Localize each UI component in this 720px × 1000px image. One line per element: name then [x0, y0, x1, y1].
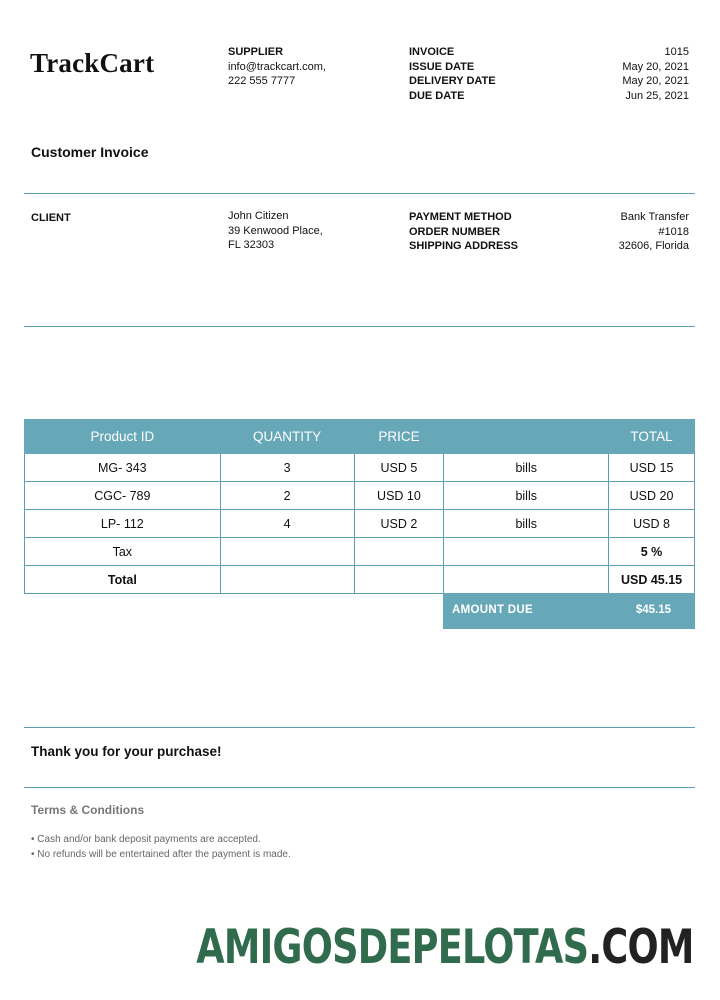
brand-logo: TrackCart	[30, 48, 155, 78]
cell-note: bills	[444, 510, 609, 538]
tax-cell-empty	[444, 538, 609, 566]
tax-cell-empty	[220, 538, 354, 566]
payment-labels	[409, 210, 518, 254]
cell-total: USD 15	[609, 454, 695, 482]
invoice-labels	[409, 45, 496, 103]
tax-label: Tax	[25, 538, 221, 566]
watermark-name: AMIGOSDEPELOTAS	[196, 920, 589, 975]
total-row	[25, 566, 695, 594]
cell-price: USD 2	[354, 510, 444, 538]
supplier-block	[228, 45, 326, 89]
delivery-date: May 20, 2021	[622, 75, 689, 87]
watermark-tld: .COM	[588, 920, 694, 975]
amount-due-value: $45.15	[635, 604, 671, 616]
cell-product-id: LP- 112	[25, 510, 221, 538]
shipping-address: 32606, Florida	[618, 240, 689, 252]
total-cell-empty	[354, 566, 444, 594]
table-row	[25, 482, 695, 510]
col-header-quantity: QUANTITY	[220, 420, 354, 454]
cell-total: USD 20	[609, 482, 695, 510]
terms-title: Terms & Conditions	[31, 803, 145, 817]
client-address-block	[228, 209, 323, 253]
terms-item: • No refunds will be entertained after the payment is made.	[31, 848, 291, 860]
issue-date: May 20, 2021	[622, 60, 689, 73]
supplier-label: SUPPLIER	[228, 46, 284, 58]
col-header-price: PRICE	[354, 420, 444, 454]
total-cell-empty	[444, 566, 609, 594]
invoice-values	[622, 45, 689, 103]
col-header-blank	[444, 420, 609, 454]
cell-price: USD 10	[354, 482, 444, 510]
due-date-label: DUE DATE	[409, 89, 465, 102]
terms-item: • Cash and/or bank deposit payments are accepted.	[31, 834, 261, 845]
tax-cell-empty	[354, 538, 444, 566]
table-header-row	[25, 420, 695, 454]
cell-quantity: 2	[220, 482, 354, 510]
client-address-line2: FL 32303	[228, 239, 275, 251]
client-label: CLIENT	[31, 212, 71, 224]
divider-bottom	[24, 727, 695, 728]
shipping-address-label: SHIPPING ADDRESS	[409, 240, 519, 252]
issue-date-label: ISSUE DATE	[409, 60, 475, 73]
col-header-total: TOTAL	[609, 420, 695, 454]
cell-total: USD 8	[609, 510, 695, 538]
total-value: USD 45.15	[609, 566, 695, 594]
due-date: Jun 25, 2021	[625, 89, 689, 102]
supplier-email: info@trackcart.com,	[228, 60, 326, 73]
divider-top	[24, 193, 695, 194]
order-number: #1018	[658, 225, 689, 238]
table-row	[25, 510, 695, 538]
payment-method-label: PAYMENT METHOD	[409, 211, 512, 223]
client-name: John Citizen	[228, 210, 289, 222]
client-address-line1: 39 Kenwood Place,	[228, 224, 323, 237]
cell-price: USD 5	[354, 454, 444, 482]
divider-terms	[24, 787, 695, 788]
invoice-number-label: INVOICE	[409, 46, 455, 58]
delivery-date-label: DELIVERY DATE	[409, 75, 496, 87]
cell-product-id: CGC- 789	[25, 482, 221, 510]
cell-note: bills	[444, 482, 609, 510]
invoice-number: 1015	[664, 46, 689, 58]
cell-quantity: 3	[220, 454, 354, 482]
thank-you-message: Thank you for your purchase!	[31, 744, 222, 759]
tax-value: 5 %	[609, 538, 695, 566]
amount-due-box	[443, 593, 695, 629]
tax-row	[25, 538, 695, 566]
line-items-table	[24, 419, 695, 594]
payment-method: Bank Transfer	[620, 211, 689, 223]
total-label: Total	[25, 566, 221, 594]
terms-list	[31, 833, 291, 862]
amount-due-label: AMOUNT DUE	[452, 604, 533, 616]
cell-note: bills	[444, 454, 609, 482]
cell-quantity: 4	[220, 510, 354, 538]
divider-middle	[24, 326, 695, 327]
supplier-phone: 222 555 7777	[228, 75, 296, 87]
col-header-product-id: Product ID	[25, 420, 221, 454]
cell-product-id: MG- 343	[25, 454, 221, 482]
payment-values	[619, 210, 689, 254]
watermark	[197, 920, 694, 975]
order-number-label: ORDER NUMBER	[409, 225, 501, 238]
page-title: Customer Invoice	[31, 144, 149, 160]
table-row	[25, 454, 695, 482]
total-cell-empty	[220, 566, 354, 594]
